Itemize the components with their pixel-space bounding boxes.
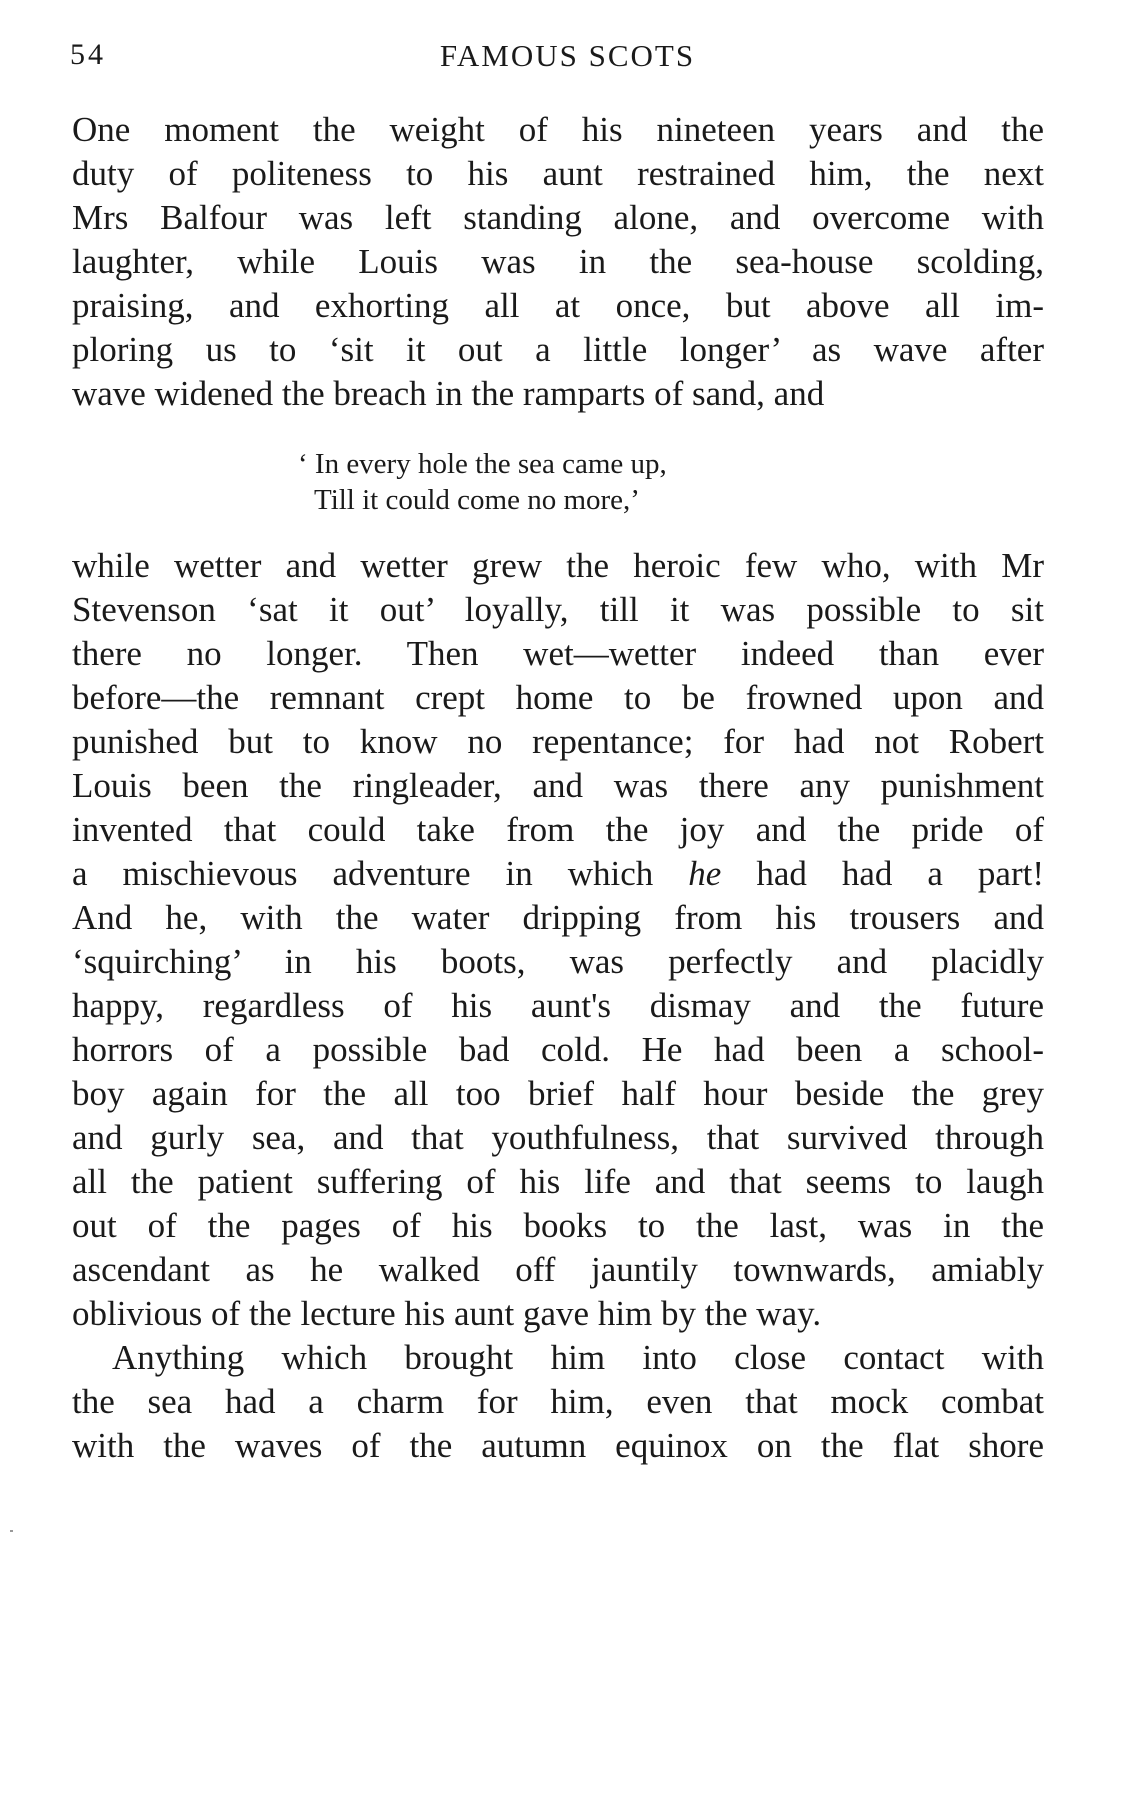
text-line: ploring us to ‘sit it out a little longer’ as wave after bbox=[72, 330, 1044, 369]
text-line: horrors of a possible bad cold. He had been a school- bbox=[72, 1030, 1044, 1069]
running-title: FAMOUS SCOTS bbox=[439, 38, 696, 73]
text-line: Anything which brought him into close contact with bbox=[112, 1338, 1044, 1377]
text-line: out of the pages of his books to the last, was in the bbox=[72, 1206, 1044, 1245]
text-line: invented that could take from the joy and the pride of bbox=[72, 810, 1044, 849]
text-line: with the waves of the autumn equinox on the flat shore bbox=[72, 1426, 1044, 1465]
text-line: while wetter and wetter grew the heroic few who, with Mr bbox=[72, 546, 1044, 585]
text-line: punished but to know no repentance; for had not Robert bbox=[72, 722, 1044, 761]
text-line: Mrs Balfour was left standing alone, and overcome with bbox=[72, 198, 1044, 237]
text-line: boy again for the all too brief half hour beside the grey bbox=[72, 1074, 1044, 1113]
text-line: oblivious of the lecture his aunt gave him by the way. bbox=[72, 1294, 822, 1333]
text-line: before—the remnant crept home to be frowned upon and bbox=[72, 678, 1044, 717]
text-line: ascendant as he walked off jauntily townwards, amiably bbox=[72, 1250, 1044, 1289]
text-line: laughter, while Louis was in the sea-house scolding, bbox=[72, 242, 1044, 281]
text-line: And he, with the water dripping from his trousers and bbox=[72, 898, 1044, 937]
text-line: happy, regardless of his aunt's dismay and the future bbox=[72, 986, 1044, 1025]
text-line: Louis been the ringleader, and was there any punishment bbox=[72, 766, 1044, 805]
text-line: and gurly sea, and that youthfulness, that survived through bbox=[72, 1118, 1044, 1157]
text-segment: had had a part! bbox=[721, 854, 1044, 893]
text-line: the sea had a charm for him, even that mock combat bbox=[72, 1382, 1044, 1421]
margin-speck bbox=[10, 1530, 13, 1532]
text-line: duty of politeness to his aunt restrained him, the next bbox=[72, 154, 1044, 193]
text-line: One moment the weight of his nineteen years and the bbox=[72, 110, 1044, 149]
italic-emphasis: he bbox=[688, 854, 722, 893]
text-line: praising, and exhorting all at once, but above all im- bbox=[72, 286, 1044, 325]
text-line-with-emphasis bbox=[72, 852, 1044, 896]
verse-line: Till it could come no more,’ bbox=[314, 484, 640, 516]
text-segment: a mischievous adventure in which bbox=[72, 854, 689, 893]
text-line: all the patient suffering of his life and that seems to laugh bbox=[72, 1162, 1044, 1201]
page-number: 54 bbox=[70, 38, 106, 71]
text-line: wave widened the breach in the ramparts of sand, and bbox=[72, 374, 825, 413]
text-line: Stevenson ‘sat it out’ loyally, till it was possible to sit bbox=[72, 590, 1044, 629]
text-line: ‘squirching’ in his boots, was perfectly and placidly bbox=[72, 942, 1044, 981]
text-line: there no longer. Then wet—wetter indeed than ever bbox=[72, 634, 1044, 673]
verse-line: ‘ In every hole the sea came up, bbox=[298, 448, 667, 480]
page-header bbox=[70, 38, 1045, 88]
